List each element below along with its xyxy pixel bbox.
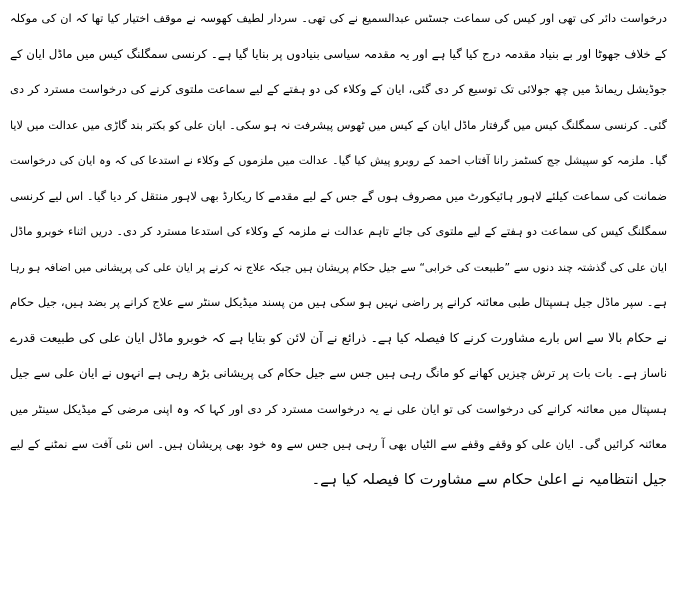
article-line-10: نے حکام بالا سے اس بارے مشاورت کرنے کا فیصلہ کیا ہے۔ ذرائع نے آن لائن کو بتایا ہے کہ خوبرو ماڈل ایان علی کی طبیعت قدرے	[10, 330, 667, 345]
article-line-13: معائنہ کرائیں گی۔ ایان علی کو وقفے وقفے سے الٹیاں بھی آ رہی ہیں جس سے وہ خود بھی پریشان ہیں۔ اس نئی آفت سے نمٹنے کے لیے	[10, 437, 667, 451]
article-line-4: گئی۔ کرنسی سمگلنگ کیس میں گرفتار ماڈل ایان کے کیس میں ٹھوس پیشرفت نہ ہو سکی۔ ایان علی کو بکتر بند گاڑی میں عدالت میں لایا	[10, 118, 667, 132]
article-line-9: ہے۔ سپر ماڈل جیل ہسپتال طبی معائنہ کرانے پر راضی نہیں ہو سکی ہیں من پسند میڈیکل سنٹر سے علاج کرانے پر بضد ہیں، جیل حکام	[10, 295, 667, 309]
article-body	[10, 1, 667, 498]
article-line-7: سمگلنگ کیس کی سماعت دو ہفتے کے لیے ملتوی کی جائے تاہم عدالت نے ملزمہ کے وکلاء کی استدعا مسترد کر دی۔ دریں اثناء خوبرو ماڈل	[10, 225, 667, 238]
article-line-8: ایان علی کی گذشتہ چند دنوں سے ”طبیعت کی خرابی“ سے جیل حکام پریشان ہیں جبکہ علاج نہ کرنے پر ایان علی کی پریشانی میں اضافہ ہو رہا	[10, 260, 667, 274]
article-line-5: گیا۔ ملزمہ کو سپیشل جج کسٹمز رانا آفتاب احمد کے روبرو پیش کیا گیا۔ عدالت میں ملزموں کے وکلاء نے استدعا کی کہ وہ ایان کی درخواست	[10, 154, 667, 167]
article-line-14: جیل انتظامیہ نے اعلیٰ حکام سے مشاورت کا فیصلہ کیا ہے۔	[311, 471, 667, 488]
article-line-1: درخواست دائر کی تھی اور کیس کی سماعت جسٹس عبدالسمیع نے کی تھی۔ سردار لطیف کھوسہ نے موقف اختیار کیا تھا کہ ان کی موکلہ	[10, 12, 667, 25]
article-line-2: کے خلاف جھوٹا اور بے بنیاد مقدمہ درج کیا گیا ہے اور یہ مقدمہ سیاسی بنیادوں پر بنایا گیا ہے۔ کرنسی سمگلنگ کیس میں ماڈل ایان کے	[10, 46, 667, 61]
article-line-12: ہسپتال میں معائنہ کرانے کی درخواست کی تو ایان علی نے یہ درخواست مسترد کر دی اور کہا کہ وہ اپنی مرضی کے میڈیکل سینٹر میں	[10, 401, 667, 416]
article-line-11: ناساز ہے۔ بات بات پر ترش چیزیں کھانے کو مانگ رہی ہیں جس سے جیل حکام کی پریشانی بڑھ رہی ہے انہوں نے ایان علی سے جیل	[10, 366, 667, 380]
article-line-3: جوڈیشل ریمانڈ میں چھ جولائی تک توسیع کر دی گئی، ایان کے وکلاء کی دو ہفتے کے لیے سماعت ملتوی کرنے کی درخواست مسترد کر دی	[10, 82, 667, 96]
article-line-6: ضمانت کی سماعت کیلئے لاہور ہائیکورٹ میں مصروف ہوں گے جس کے لیے مقدمے کا ریکارڈ بھی لاہور منتقل کر دیا گیا۔ اس لیے کرنسی	[10, 188, 667, 203]
